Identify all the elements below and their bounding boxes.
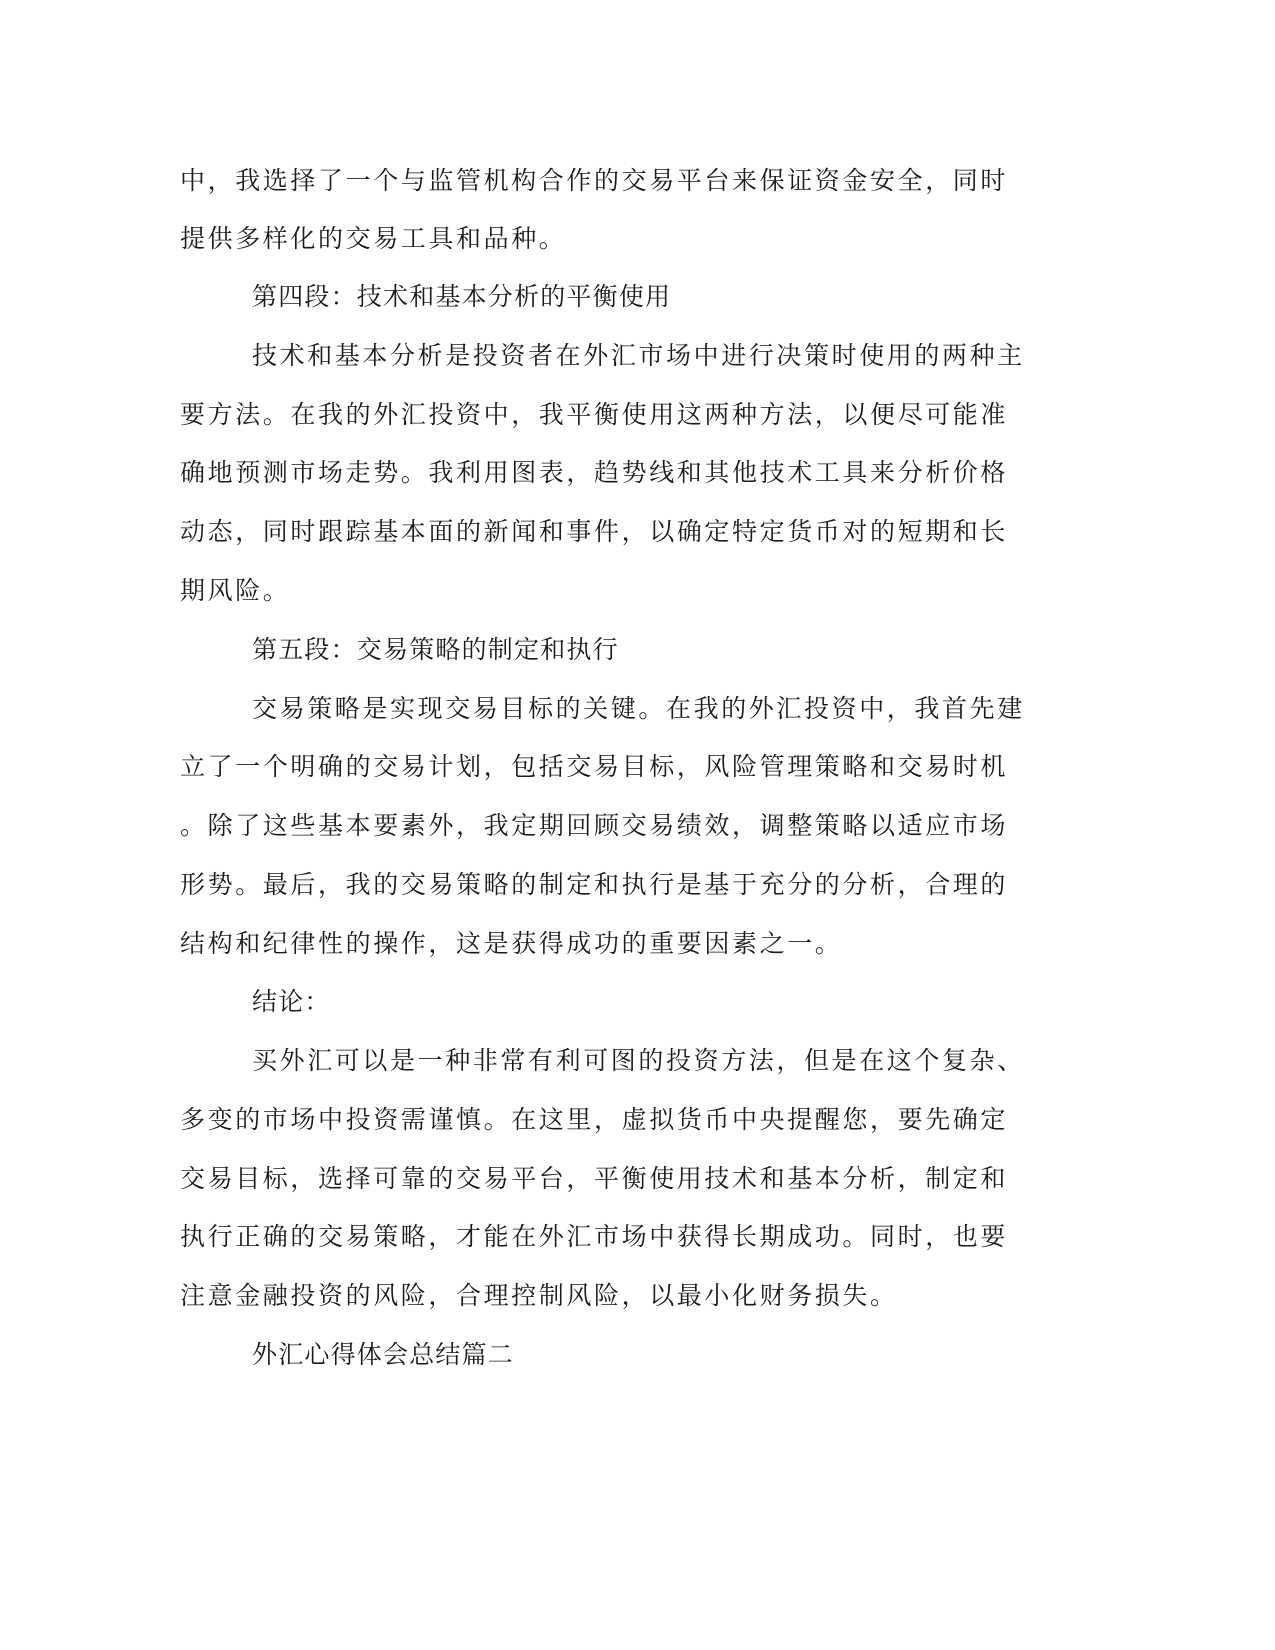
- paragraph-line: 确地预测市场走势。我利用图表，趋势线和其他技术工具来分析价格: [180, 458, 1009, 487]
- paragraph-line: 提供多样化的交易工具和品种。: [180, 224, 567, 253]
- section-heading-5: 第五段：交易策略的制定和执行: [252, 635, 619, 664]
- paragraph-line: 期风险。: [180, 576, 291, 605]
- paragraph-line: 中，我选择了一个与监管机构合作的交易平台来保证资金安全，同时: [180, 166, 1009, 195]
- paragraph-line: 动态，同时跟踪基本面的新闻和事件，以确定特定货币对的短期和长: [180, 517, 1009, 546]
- paragraph-line: 立了一个明确的交易计划，包括交易目标，风险管理策略和交易时机: [180, 752, 1009, 781]
- paragraph-line: 交易目标，选择可靠的交易平台，平衡使用技术和基本分析，制定和: [180, 1164, 1009, 1193]
- paragraph-line: 买外汇可以是一种非常有利可图的投资方法，但是在这个复杂、: [252, 1046, 1025, 1075]
- paragraph-line: 交易策略是实现交易目标的关键。在我的外汇投资中，我首先建: [252, 694, 1025, 723]
- section-heading-4: 第四段：技术和基本分析的平衡使用: [252, 282, 672, 311]
- article-part-heading: 外汇心得体会总结篇二: [252, 1340, 515, 1369]
- paragraph-line: 结构和纪律性的操作，这是获得成功的重要因素之一。: [180, 929, 843, 958]
- paragraph-line: 多变的市场中投资需谨慎。在这里，虚拟货币中央提醒您，要先确定: [180, 1105, 1009, 1134]
- paragraph-line: 形势。最后，我的交易策略的制定和执行是基于充分的分析，合理的: [180, 870, 1009, 899]
- conclusion-heading: 结论：: [252, 987, 331, 1016]
- paragraph-line: 注意金融投资的风险，合理控制风险，以最小化财务损失。: [180, 1281, 898, 1310]
- paragraph-line: 执行正确的交易策略，才能在外汇市场中获得长期成功。同时，也要: [180, 1222, 1009, 1251]
- paragraph-line: 要方法。在我的外汇投资中，我平衡使用这两种方法，以便尽可能准: [180, 400, 1009, 429]
- paragraph-line: 技术和基本分析是投资者在外汇市场中进行决策时使用的两种主: [252, 341, 1025, 370]
- paragraph-line: 。除了这些基本要素外，我定期回顾交易绩效，调整策略以适应市场: [180, 811, 1009, 840]
